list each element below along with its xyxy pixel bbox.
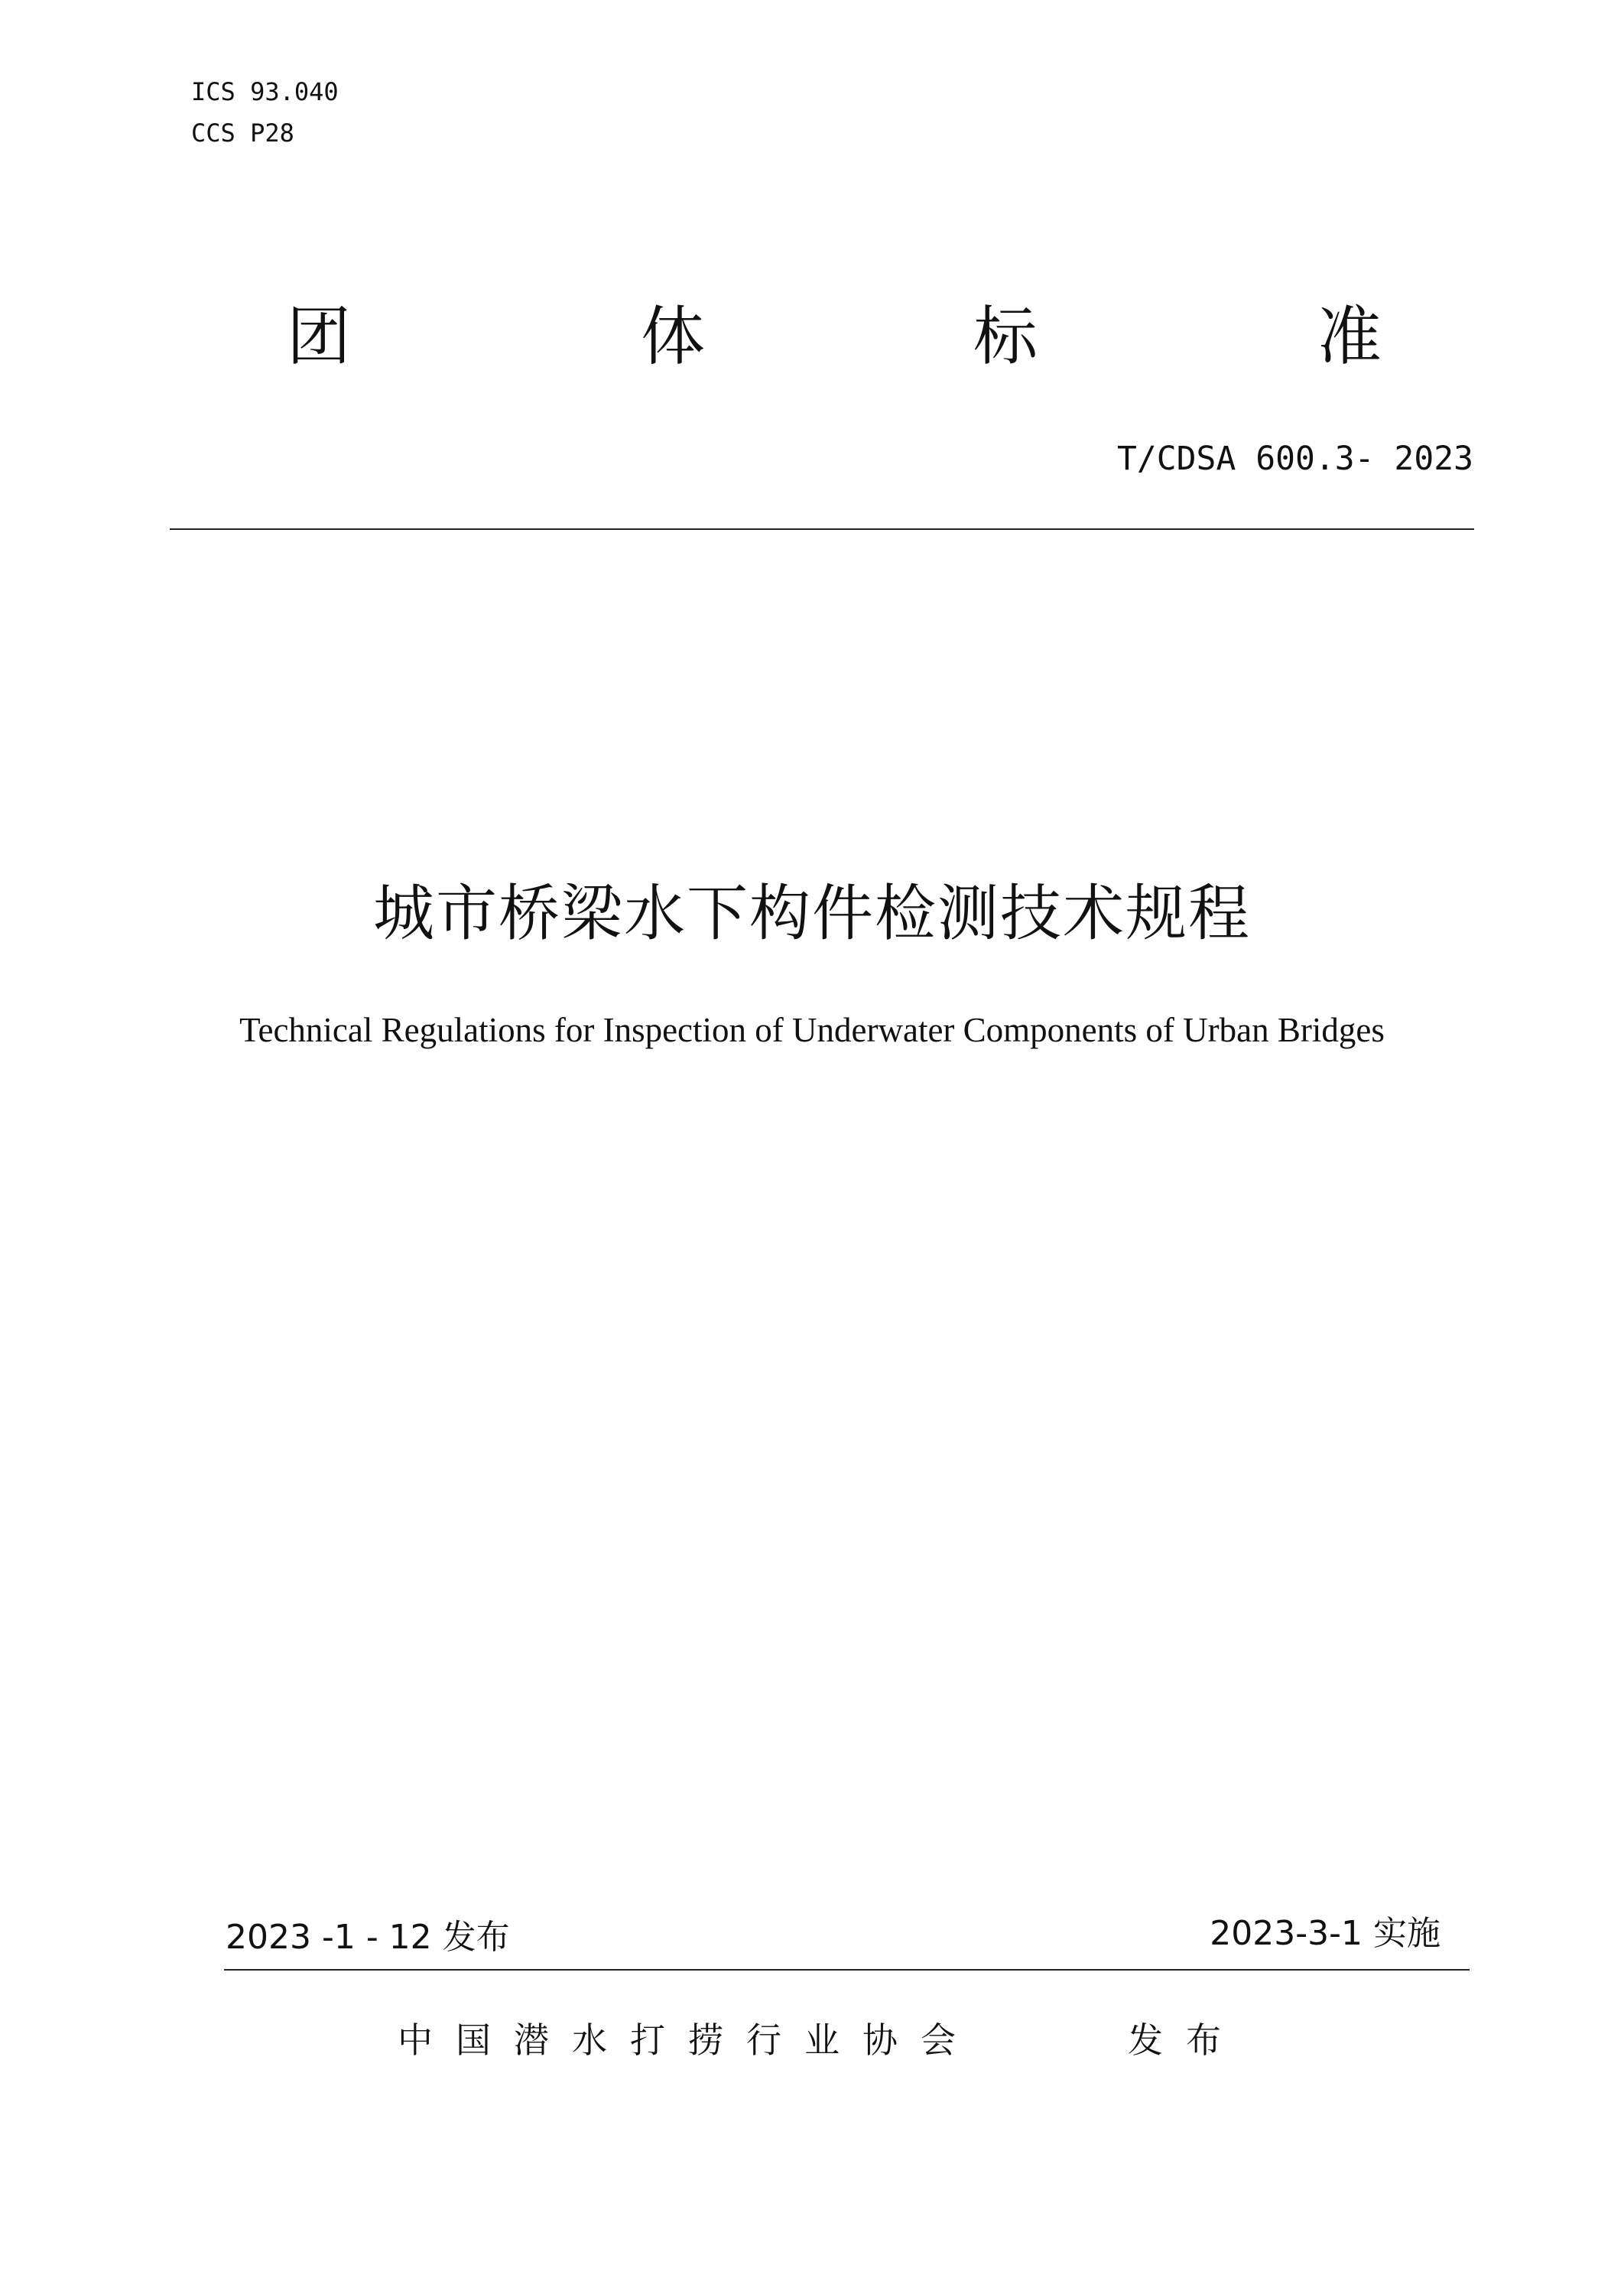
publish-label: 发布: [1128, 2019, 1244, 2061]
ccs-code: CCS P28: [191, 119, 294, 148]
doc-type-char: 准: [1317, 299, 1382, 374]
doc-type-char: 团: [286, 299, 351, 374]
publish-date: 2023 -1 - 12 发布: [226, 1918, 510, 1957]
doc-type-char: 体: [640, 299, 705, 374]
standard-number: T/CDSA 600.3- 2023: [1117, 440, 1473, 478]
title-chinese: 城市桥梁水下构件检测技术规程: [373, 878, 1251, 949]
implementation-date: 2023-3-1 实施: [1210, 1914, 1440, 1953]
title-english: Technical Regulations for Inspection of Underwater Components of Urban Bridges: [239, 1011, 1385, 1049]
footer-divider: [224, 1969, 1470, 1971]
publisher-name: 中国潜水打捞行业协会: [398, 2019, 979, 2061]
header-divider: [170, 528, 1474, 530]
doc-type-char: 标: [973, 299, 1038, 374]
ics-code: ICS 93.040: [191, 77, 339, 106]
